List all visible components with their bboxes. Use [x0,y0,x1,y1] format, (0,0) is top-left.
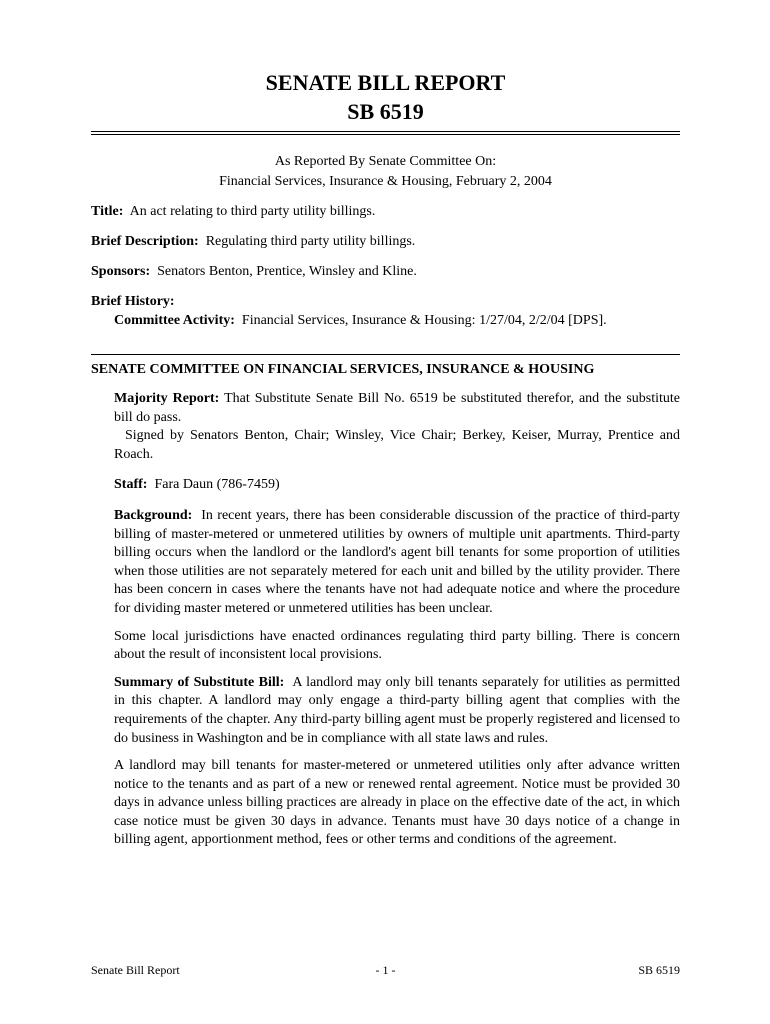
summary-paragraph [114,674,680,748]
majority-report [114,390,680,427]
summary-label: Summary of Substitute Bill: [114,674,285,690]
report-bill-number: SB 6519 [347,99,424,124]
report-title [91,68,680,126]
brief-description-label: Brief Description: [91,234,199,249]
committee-activity-label: Committee Activity: [114,313,235,328]
reported-by [91,152,680,192]
brief-description-value: Regulating third party utility billings. [205,234,416,249]
reported-by-line2: Financial Services, Insurance & Housing, February 2, 2004 [219,174,552,189]
section-divider [91,354,680,355]
title-value: An act relating to third party utility billings. [129,204,376,219]
document-page [91,0,680,1024]
report-title-line1: SENATE BILL REPORT [265,70,506,95]
page-number: - 1 - [375,963,396,977]
reported-by-line1: As Reported By Senate Committee On: [274,154,497,169]
footer-right: SB 6519 [638,963,680,977]
footer-left: Senate Bill Report [91,963,180,977]
background-label: Background: [114,507,193,523]
sponsors-value: Senators Benton, Prentice, Winsley and Kline. [157,264,417,279]
sponsors-label: Sponsors: [91,264,151,279]
summary-text: A landlord may only bill tenants separately for utilities as permitted in this chapter. A landlord may only engage a third-party billing agent that complies with the requirements of the chapter. Any third-party billing agent must be properly registered and licensed to do business in Washington and be in compliance with all state laws and rules. [114,674,680,746]
brief-history-label: Brief History: [91,294,175,309]
majority-report-label: Majority Report: [114,391,220,406]
signed-by: Signed by Senators Benton, Chair; Winsley, Vice Chair; Berkey, Keiser, Murray, Prentice and Roach. [114,428,680,462]
staff [114,476,680,495]
brief-history-field [91,292,680,330]
staff-value: Fara Daun (786-7459) [154,477,280,493]
title-divider [91,131,680,135]
staff-label: Staff: [114,477,148,493]
majority-report-text: That Substitute Senate Bill No. 6519 be substituted therefor, and the substitute bill do pass. [114,391,680,425]
local-jurisdictions-paragraph: Some local jurisdictions have enacted ordinances regulating third party billing. There is concern about the result of inconsistent local provisions. [114,628,680,663]
report-body [114,390,680,859]
committee-activity-value: Financial Services, Insurance & Housing: 1/27/04, 2/2/04 [DPS]. [241,313,607,328]
committee-activity [91,311,680,330]
title-field [91,202,680,221]
sponsors-field [91,262,680,281]
committee-heading: SENATE COMMITTEE ON FINANCIAL SERVICES, INSURANCE & HOUSING [91,362,595,377]
landlord-notice-paragraph: A landlord may bill tenants for master-metered or unmetered utilities only after advance written notice to the tenants and as part of a new or renewed rental agreement. Notice must be provided 30 days in advance unless billing practices are already in place on the effective date of the act, in which case notice must be given 30 days in advance. Tenants must have 30 days notice of a change in billing agent, apportionment method, fees or other terms and conditions of the agreement. [114,758,680,848]
brief-description-field [91,232,680,251]
background-text: In recent years, there has been considerable discussion of the practice of third-party billing of master-metered or unmetered utilities by owners of multiple unit apartments. Third-party billing occurs when the landlord or the landlord's agent bill tenants for some proportion of utilities when those utilities are not separately metered for each unit and billed by the utility provider. There has been concern in cases where the tenants have not had adequate notice and where the procedure for dividing master metered or unmetered utilities has been unclear. [114,507,681,616]
title-label: Title: [91,204,124,219]
background-paragraph [114,507,680,619]
